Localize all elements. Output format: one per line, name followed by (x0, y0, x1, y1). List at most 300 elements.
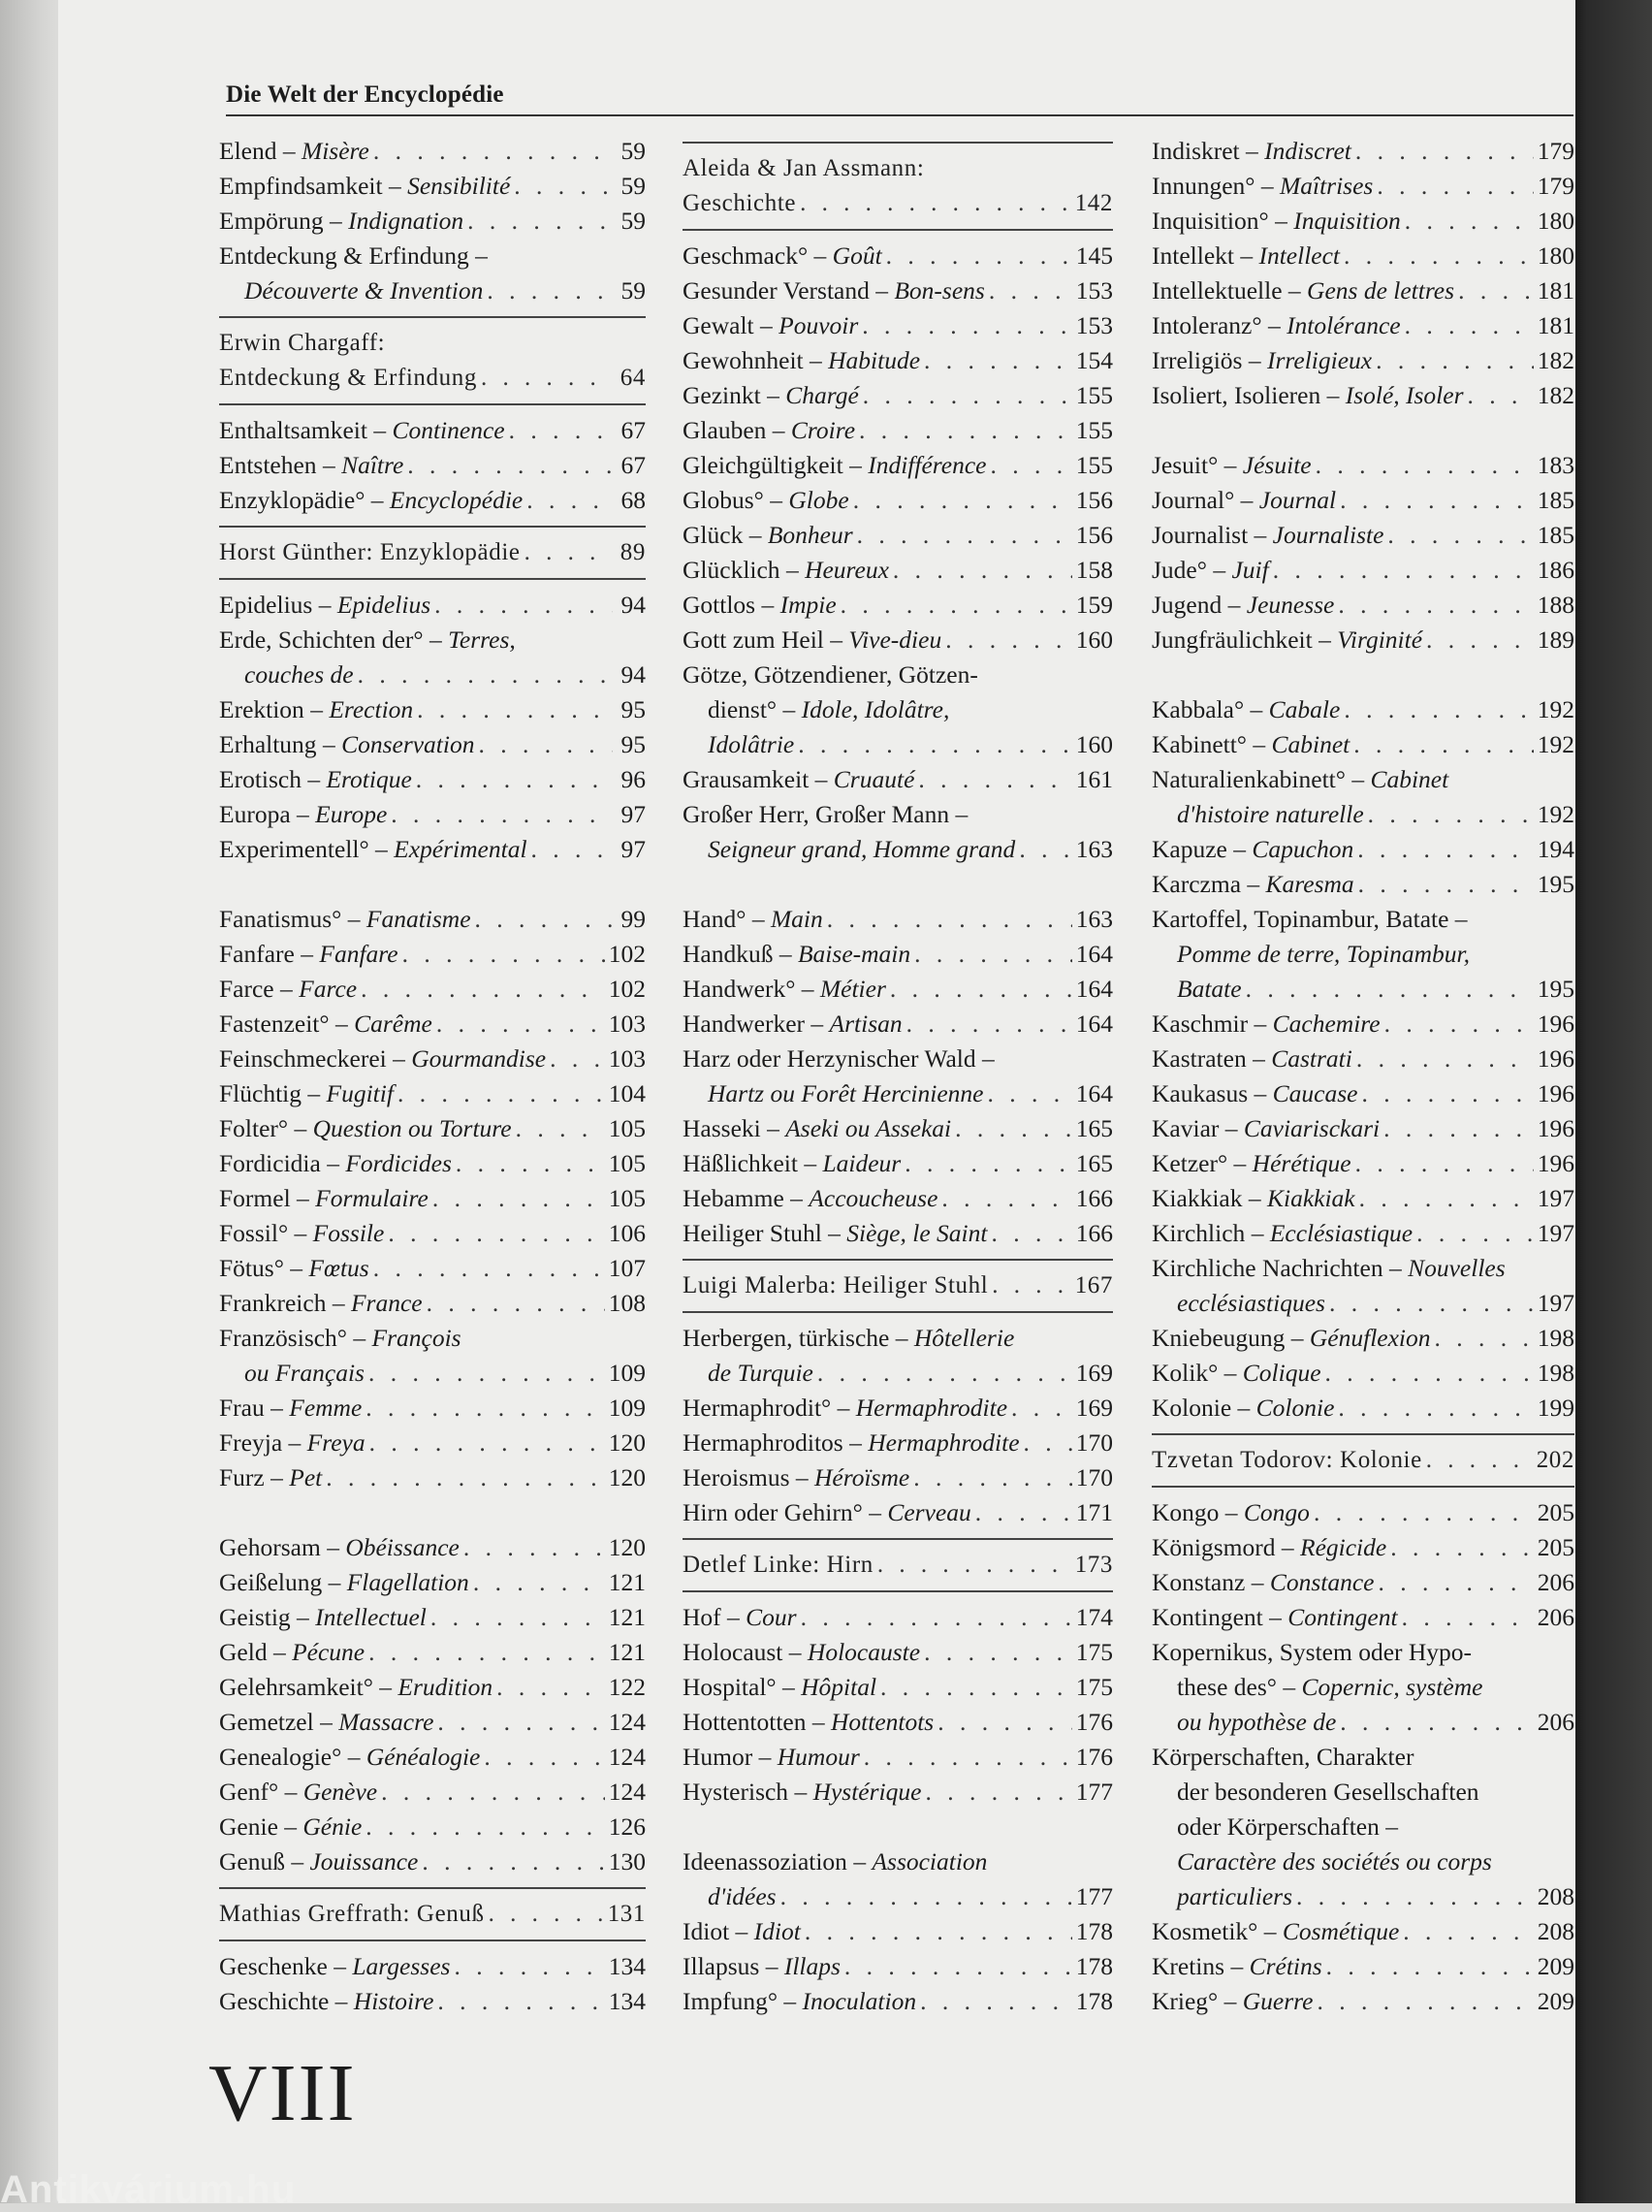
leader-dots (1426, 623, 1534, 657)
french-term: Gens de lettres (1307, 276, 1455, 305)
index-entry: Genuß – Jouissance . . . 130 (219, 1844, 646, 1879)
german-term: Gewohnheit (683, 346, 804, 374)
page-number: 134 (608, 1952, 646, 1980)
page-number: 182 (1537, 381, 1574, 409)
page-number: 179 (1537, 172, 1574, 200)
french-term: Flagellation (346, 1568, 469, 1596)
leader-dots (1355, 134, 1534, 169)
german-term: Glücklich (683, 556, 780, 584)
page-number: 96 (620, 765, 646, 793)
index-entry: Entstehen – Naître . . . 67 (219, 448, 646, 483)
essay-author: Erwin Chargaff: (219, 330, 386, 356)
german-term: Erhaltung (219, 730, 317, 758)
leader-dots (925, 1775, 1071, 1810)
leader-dots (475, 902, 613, 937)
french-term: Karesma (1265, 870, 1354, 898)
page-number: 199 (1537, 1394, 1574, 1422)
french-term: Fordicides (345, 1149, 452, 1177)
german-term: Hof (683, 1603, 721, 1631)
french-term: Farce (299, 975, 358, 1003)
leader-dots (941, 1181, 1071, 1216)
leader-dots (1314, 1495, 1534, 1530)
french-term: Colique (1242, 1359, 1321, 1387)
section-rule (683, 229, 1113, 231)
french-term: Congo (1243, 1498, 1310, 1526)
german-term: Hasseki (683, 1114, 761, 1142)
index-entry: Isoliert, Isolieren – Isolé, Isoler . . . 182 (1152, 378, 1574, 413)
page-number: 107 (608, 1254, 646, 1282)
leader-dots (361, 972, 605, 1007)
index-entry: Furz – Pet . . . 120 (219, 1460, 646, 1495)
leader-dots (1024, 1426, 1072, 1460)
index-entry: Glauben – Croire . . . 155 (683, 413, 1113, 448)
leader-dots (906, 1007, 1072, 1042)
index-entry: Kaviar – Caviarisckari . . . 196 (1152, 1111, 1574, 1146)
french-term: Sensibilité (407, 172, 511, 200)
french-term: Hottentots (830, 1708, 935, 1736)
index-entry: Glück – Bonheur . . . 156 (683, 518, 1113, 553)
leader-dots (514, 169, 613, 204)
page-number: 195 (1537, 870, 1574, 898)
german-term: Kretins (1152, 1952, 1225, 1980)
leader-dots (991, 1216, 1071, 1251)
leader-dots (437, 1705, 604, 1740)
german-term: Globus° (683, 486, 764, 514)
leader-dots (1402, 1600, 1534, 1635)
page-number: 102 (608, 940, 646, 968)
page-number: 206 (1537, 1568, 1574, 1596)
leader-dots (893, 553, 1072, 588)
german-term: Kniebeugung (1152, 1324, 1286, 1352)
german-term: Kabinett° (1152, 730, 1248, 758)
german-term: Konstanz (1152, 1568, 1246, 1596)
index-entry: Französisch° – François (219, 1324, 461, 1352)
index-entry: Empfindsamkeit – Sensibilité . . . 59 (219, 169, 646, 204)
leader-dots (1416, 1216, 1534, 1251)
index-entry-continued: Seigneur grand, Homme grand . . . 163 (683, 832, 1113, 867)
french-term: Crétins (1249, 1952, 1322, 1980)
index-entry-continued: Pomme de terre, Topinambur, (1177, 940, 1470, 968)
index-entry: Journal° – Journal . . . 185 (1152, 483, 1574, 518)
leader-dots (880, 1670, 1072, 1705)
german-term: Geißelung (219, 1568, 323, 1596)
page-edge-shadow (1575, 0, 1652, 2203)
german-term: Frankreich (219, 1289, 327, 1317)
index-entry: Hospital° – Hôpital . . . 175 (683, 1670, 1113, 1705)
leader-dots (1383, 1111, 1534, 1146)
german-term: Empfindsamkeit (219, 172, 383, 200)
leader-dots (1344, 692, 1533, 727)
french-term: Indignation (348, 207, 464, 235)
index-entry: Intellektuelle – Gens de lettres . . . 181 (1152, 273, 1574, 308)
french-term: Indifférence (868, 451, 987, 479)
index-entry: Großer Herr, Großer Mann – (683, 800, 969, 828)
page-number: 197 (1537, 1219, 1574, 1247)
page-number: 59 (620, 137, 646, 165)
leader-dots (550, 1042, 605, 1076)
french-term: Génuflexion (1309, 1324, 1431, 1352)
index-entry: Geschenke – Largesses . . . 134 (219, 1949, 646, 1984)
index-entry: Kretins – Crétins . . . 209 (1152, 1949, 1574, 1984)
german-term: Formel (219, 1184, 291, 1212)
german-term: Experimentell° (219, 835, 369, 863)
german-term: Hirn oder Gehirn° (683, 1498, 863, 1526)
french-term: Jeunesse (1246, 591, 1335, 619)
french-term: Fossile (312, 1219, 385, 1247)
german-term: Gehorsam (219, 1533, 321, 1561)
page-number: 178 (1075, 1987, 1113, 2015)
index-entry: Hermaphrodit° – Hermaphrodite . . . 169 (683, 1391, 1113, 1426)
french-term: Bon-sens (894, 276, 985, 305)
french-term: Indiscret (1264, 137, 1351, 165)
page-number: 120 (608, 1428, 646, 1457)
french-term: Naître (341, 451, 404, 479)
index-entry: Karczma – Karesma . . . 195 (1152, 867, 1574, 902)
index-entry-continued: der besonderen Gesellschaften (1177, 1778, 1479, 1806)
page-number: 108 (608, 1289, 646, 1317)
index-entry: Erotisch – Erotique . . . 96 (219, 762, 646, 797)
german-term: Genf° (219, 1778, 279, 1806)
index-entry: Kiakkiak – Kiakkiak . . . 197 (1152, 1181, 1574, 1216)
section-rule (219, 1887, 646, 1889)
french-term: Cabinet (1271, 730, 1350, 758)
german-term: Häßlichkeit (683, 1149, 798, 1177)
german-term: Fötus° (219, 1254, 284, 1282)
index-entry: Handkuß – Baise-main . . . 164 (683, 937, 1113, 972)
german-term: Kaviar (1152, 1114, 1220, 1142)
leader-dots (1376, 343, 1534, 378)
page-number: 121 (608, 1568, 646, 1596)
index-entry: Jungfräulichkeit – Virginité . . . 189 (1152, 623, 1574, 657)
leader-dots (863, 378, 1072, 413)
index-entry: Gezinkt – Chargé . . . 155 (683, 378, 1113, 413)
french-term: Caviarisckari (1243, 1114, 1381, 1142)
german-term: Jugend (1152, 591, 1223, 619)
index-entry: Intoleranz° – Intolérance . . . 181 (1152, 308, 1574, 343)
index-entry: Hand° – Main . . . 163 (683, 902, 1113, 937)
leader-dots (924, 1635, 1072, 1670)
book-gutter-edge (0, 0, 58, 2203)
german-term: Intellekt (1152, 241, 1234, 270)
german-term: Gleichgültigkeit (683, 451, 843, 479)
french-term: Cabale (1268, 695, 1341, 723)
page-number: 102 (608, 975, 646, 1003)
index-entry: Idiot – Idiot . . . 178 (683, 1914, 1113, 1949)
section-rule (219, 316, 646, 318)
german-term: Genealogie° (219, 1743, 342, 1771)
index-entry: Hof – Cour . . . 174 (683, 1600, 1113, 1635)
leader-dots (920, 1984, 1072, 2019)
leader-dots (945, 623, 1072, 657)
index-entry: Konstanz – Constance . . . 206 (1152, 1565, 1574, 1600)
index-entry: Kolonie – Colonie . . . 199 (1152, 1391, 1574, 1426)
german-term: Hermaphroditos (683, 1428, 843, 1457)
index-entry: Fanfare – Fanfare . . . 102 (219, 937, 646, 972)
essay-entry: Luigi Malerba: Heiliger Stuhl . . . 167 (683, 1268, 1113, 1303)
leader-dots (1338, 588, 1533, 623)
french-term: Hermaphrodite (855, 1394, 1008, 1422)
index-entry: Fossil° – Fossile . . . 106 (219, 1216, 646, 1251)
french-term: Question ou Torture (312, 1114, 512, 1142)
german-term: Frau (219, 1394, 265, 1422)
french-term: Juif (1231, 556, 1269, 584)
page-number: 103 (608, 1010, 646, 1038)
index-entry: Kastraten – Castrati . . . 196 (1152, 1042, 1574, 1076)
essay-entry: Tzvetan Todorov: Kolonie . . . 202 (1152, 1443, 1574, 1478)
german-term: Gottlos (683, 591, 756, 619)
page-number: 166 (1075, 1184, 1113, 1212)
leader-dots (1384, 1007, 1534, 1042)
leader-dots (516, 1111, 605, 1146)
leader-dots (1378, 1565, 1533, 1600)
german-term: Inquisition° (1152, 207, 1269, 235)
french-term: Conservation (341, 730, 475, 758)
index-entry: Formel – Formulaire . . . 105 (219, 1181, 646, 1216)
page-number: 196 (1537, 1044, 1574, 1073)
index-entry: Kirchlich – Ecclésiastique . . . 197 (1152, 1216, 1574, 1251)
page-number: 153 (1075, 311, 1113, 339)
index-entry: Gemetzel – Massacre . . . 124 (219, 1705, 646, 1740)
page-number: 169 (1075, 1394, 1113, 1422)
german-term: Hermaphrodit° (683, 1394, 832, 1422)
leader-dots (975, 1495, 1072, 1530)
page-number: 165 (1075, 1149, 1113, 1177)
german-term: Krieg° (1152, 1987, 1219, 2015)
index-entry: Kontingent – Contingent . . . 206 (1152, 1600, 1574, 1635)
index-entry: Hasseki – Aseki ou Assekai . . . 165 (683, 1111, 1113, 1146)
index-entry: Hysterisch – Hystérique . . . 177 (683, 1775, 1113, 1810)
french-term: Cachemire (1272, 1010, 1381, 1038)
index-entry: Frankreich – France . . . 108 (219, 1286, 646, 1321)
index-entry: Kaschmir – Cachemire . . . 196 (1152, 1007, 1574, 1042)
leader-dots (1356, 1042, 1534, 1076)
leader-dots (417, 692, 613, 727)
page-number: 68 (620, 486, 646, 514)
german-term: Kapuze (1152, 835, 1227, 863)
index-entry: Gewalt – Pouvoir . . . 153 (683, 308, 1113, 343)
german-term: Hysterisch (683, 1778, 789, 1806)
index-entry: Kopernikus, System oder Hypo- (1152, 1638, 1473, 1666)
german-term: Impfung° (683, 1987, 778, 2015)
leader-dots (1387, 518, 1533, 553)
page-number: 158 (1075, 556, 1113, 584)
french-term: Cour (746, 1603, 797, 1631)
page-number: 185 (1537, 486, 1574, 514)
page-number: 196 (1537, 1114, 1574, 1142)
german-term: Erektion (219, 695, 304, 723)
page-number: 95 (620, 695, 646, 723)
page-number: 188 (1537, 591, 1574, 619)
essay-entry: Entdeckung & Erfindung . . . 64 (219, 361, 646, 396)
leader-dots (531, 832, 613, 867)
french-term: Pécune (292, 1638, 365, 1666)
french-term: Capuchon (1252, 835, 1354, 863)
page-number: 145 (1075, 241, 1113, 270)
section-rule (683, 1538, 1113, 1540)
index-entry: Handwerker – Artisan . . . 164 (683, 1007, 1113, 1042)
leader-dots (1357, 832, 1534, 867)
french-term: Constance (1269, 1568, 1375, 1596)
running-head: Die Welt der Encyclopédie (226, 81, 504, 108)
page-number: 120 (608, 1533, 646, 1561)
index-entry: Häßlichkeit – Laideur . . . 165 (683, 1146, 1113, 1181)
index-entry-continued: ou hypothèse de . . . 206 (1152, 1705, 1574, 1740)
leader-dots (1340, 483, 1534, 518)
french-term: Métier (819, 975, 886, 1003)
index-entry-continued: ou Français . . . 109 (219, 1356, 646, 1391)
section-rule (683, 1590, 1113, 1592)
french-term: Impie (779, 591, 837, 619)
page-number: 97 (620, 800, 646, 828)
leader-dots (914, 937, 1072, 972)
leader-dots (827, 902, 1072, 937)
german-term: Intoleranz° (1152, 311, 1262, 339)
index-entry: Impfung° – Inoculation . . . 178 (683, 1984, 1113, 2019)
page-number: 185 (1537, 521, 1574, 549)
german-term: Handwerker (683, 1010, 806, 1038)
page-number: 178 (1075, 1952, 1113, 1980)
french-term: Encyclopédie (389, 486, 524, 514)
page-number: 121 (608, 1603, 646, 1631)
index-entry-continued: ecclésiastiques . . . 197 (1152, 1286, 1574, 1321)
french-term: Hystérique (812, 1778, 922, 1806)
leader-dots (857, 518, 1072, 553)
page-number: 154 (1075, 346, 1113, 374)
german-term: Kolik° (1152, 1359, 1219, 1387)
german-term: Heroismus (683, 1463, 790, 1491)
page-number: 196 (1537, 1079, 1574, 1107)
leader-dots (1359, 1181, 1534, 1216)
leader-dots (427, 1286, 605, 1321)
leader-dots (862, 308, 1071, 343)
index-entry: Entdeckung & Erfindung – (219, 241, 488, 270)
leader-dots (1377, 169, 1533, 204)
french-term: Cosmétique (1282, 1917, 1400, 1945)
page-number: 205 (1537, 1498, 1574, 1526)
french-term: Cerveau (887, 1498, 971, 1526)
french-term: Irreligieux (1266, 346, 1373, 374)
index-entry: Götze, Götzendiener, Götzen- (683, 660, 978, 689)
french-term: Kiakkiak (1266, 1184, 1355, 1212)
index-entry: Glücklich – Heureux . . . 158 (683, 553, 1113, 588)
leader-dots (436, 1007, 605, 1042)
index-entry: Kabinett° – Cabinet . . . 192 (1152, 727, 1574, 762)
page-number: 124 (608, 1778, 646, 1806)
leader-dots (484, 1740, 604, 1775)
french-term: Femme (289, 1394, 363, 1422)
page-number: 180 (1537, 207, 1574, 235)
leader-dots (853, 483, 1072, 518)
index-entry: Krieg° – Guerre . . . 209 (1152, 1984, 1574, 2019)
french-term: Idiot (753, 1917, 801, 1945)
french-term: Histoire (353, 1987, 434, 2015)
german-term: Gewalt (683, 311, 754, 339)
french-term: Genève (302, 1778, 378, 1806)
page-number: 205 (1537, 1533, 1574, 1561)
german-term: Intellektuelle (1152, 276, 1283, 305)
index-entry: Genie – Génie . . . 126 (219, 1810, 646, 1844)
french-term: Artisan (829, 1010, 903, 1038)
french-term: Colonie (1255, 1394, 1335, 1422)
page-number: 97 (620, 835, 646, 863)
page-number: 176 (1075, 1743, 1113, 1771)
leader-dots (859, 413, 1072, 448)
french-term: Illaps (783, 1952, 841, 1980)
german-term: Holocaust (683, 1638, 783, 1666)
french-term: Pouvoir (778, 311, 859, 339)
german-term: Humor (683, 1743, 753, 1771)
german-term: Fanfare (219, 940, 295, 968)
index-entry: Geißelung – Flagellation . . . 121 (219, 1565, 646, 1600)
index-entry: Handwerk° – Métier . . . 164 (683, 972, 1113, 1007)
page-number: 179 (1537, 137, 1574, 165)
page-number: 163 (1075, 905, 1113, 933)
page-folio: VIII (208, 2048, 357, 2138)
leader-dots (397, 1076, 605, 1111)
index-entry: Fötus° – Fœtus . . . 107 (219, 1251, 646, 1286)
index-entry: Empörung – Indignation . . . 59 (219, 204, 646, 239)
french-term: Héroïsme (814, 1463, 910, 1491)
page-number: 170 (1075, 1428, 1113, 1457)
german-term: Journal° (1152, 486, 1235, 514)
index-entry-continued: Découverte & Invention . . . 59 (219, 273, 646, 308)
german-term: Hospital° (683, 1673, 777, 1701)
page-number: 174 (1075, 1603, 1113, 1631)
leader-dots (955, 1111, 1072, 1146)
leader-dots (1435, 1321, 1534, 1356)
french-term: Habitude (828, 346, 921, 374)
index-entry: Kartoffel, Topinambur, Batate – (1152, 905, 1468, 933)
index-entry-continued: Caractère des sociétés ou corps (1177, 1847, 1492, 1875)
german-term: Geschenke (219, 1952, 328, 1980)
page-number: 109 (608, 1394, 646, 1422)
german-term: Fossil° (219, 1219, 289, 1247)
german-term: Furz (219, 1463, 265, 1491)
index-entry: Geschichte – Histoire . . . 134 (219, 1984, 646, 2019)
french-term: Siège, le Saint (846, 1219, 988, 1247)
watermark: Antikvárium.hu (0, 2168, 297, 2211)
index-entry: Kaukasus – Caucase . . . 196 (1152, 1076, 1574, 1111)
leader-dots (841, 588, 1072, 623)
index-entry: Indiskret – Indiscret . . . 179 (1152, 134, 1574, 169)
section-rule (683, 1259, 1113, 1261)
page-number: 182 (1537, 346, 1574, 374)
german-term: Kongo (1152, 1498, 1220, 1526)
leader-dots (1355, 1146, 1534, 1181)
french-term: Isolé, Isoler (1345, 381, 1464, 409)
index-entry: Kabbala° – Cabale . . . 192 (1152, 692, 1574, 727)
page-number: 192 (1537, 730, 1574, 758)
page-number: 67 (620, 451, 646, 479)
index-entry-continued: particuliers . . . 208 (1152, 1879, 1574, 1914)
index-entry: Kolik° – Colique . . . 198 (1152, 1356, 1574, 1391)
french-term: Heureux (805, 556, 889, 584)
german-term: Illapsus (683, 1952, 760, 1980)
leader-dots (990, 448, 1071, 483)
essay-entry: Geschichte . . . 142 (683, 186, 1113, 221)
french-term: Journaliste (1272, 521, 1384, 549)
leader-dots (369, 1426, 605, 1460)
german-term: Geschichte (219, 1987, 330, 2015)
leader-dots (1403, 1914, 1533, 1949)
index-entry: Enthaltsamkeit – Continence . . . 67 (219, 413, 646, 448)
index-entry: Flüchtig – Fugitif . . . 104 (219, 1076, 646, 1111)
leader-dots (365, 1810, 604, 1844)
german-term: Königsmord (1152, 1533, 1276, 1561)
index-entry: Hebamme – Accoucheuse . . . 166 (683, 1181, 1113, 1216)
page-number: 178 (1075, 1917, 1113, 1945)
leader-dots (496, 1670, 605, 1705)
